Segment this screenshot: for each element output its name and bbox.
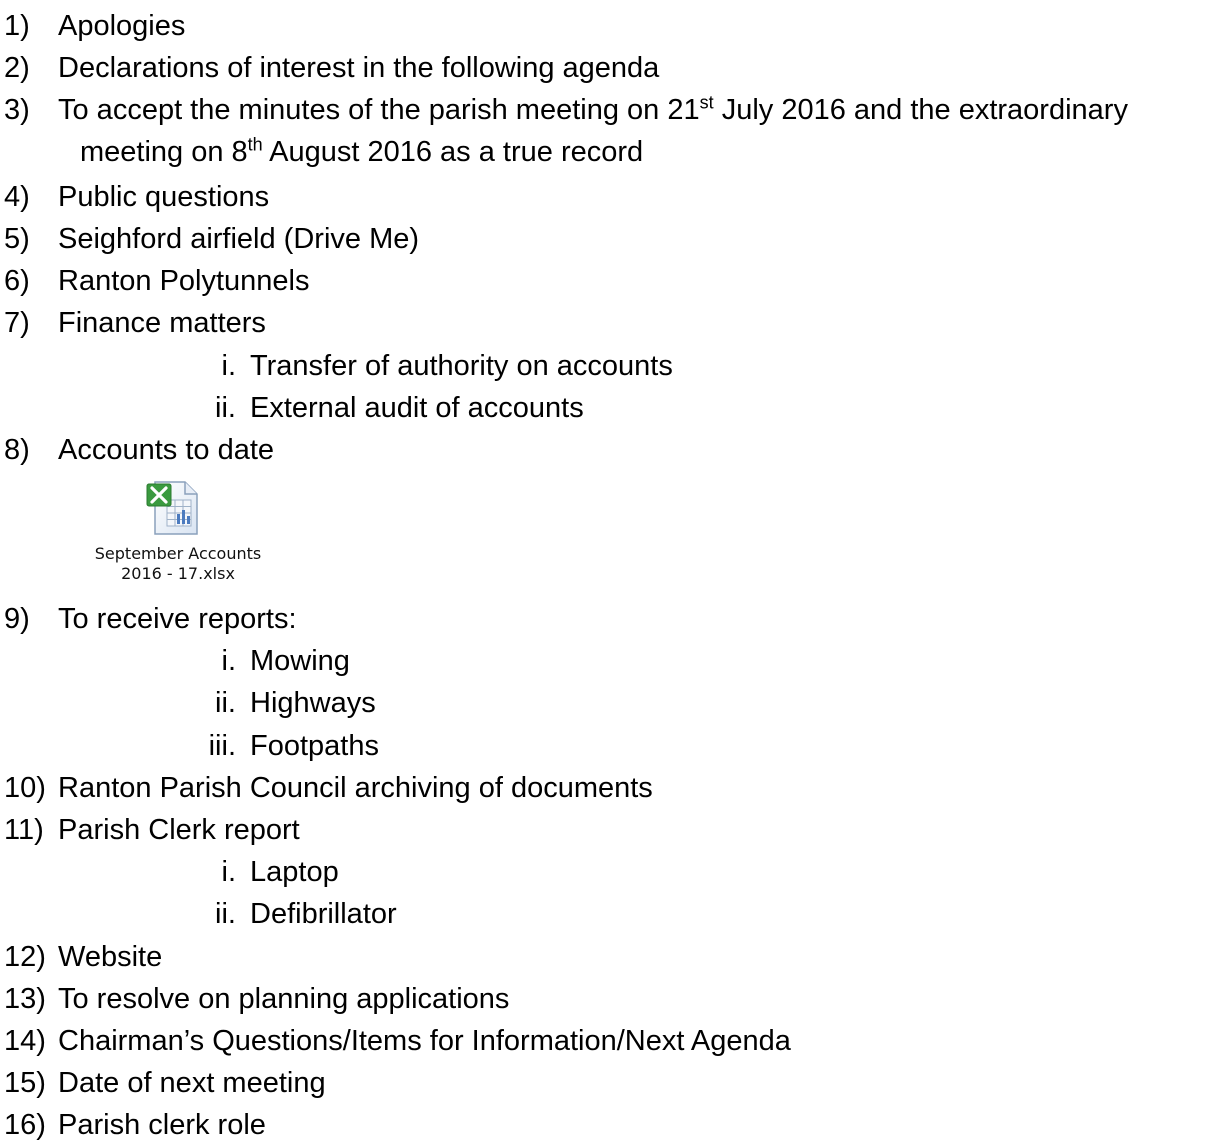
item-text: Finance matters (58, 307, 266, 339)
item-number: 10) (4, 772, 46, 804)
item-number: 2) (4, 52, 30, 84)
item-text: To receive reports: (58, 603, 297, 635)
item-number: 15) (4, 1067, 46, 1099)
subitem-number: ii. (215, 898, 236, 930)
item-text: Ranton Polytunnels (58, 265, 310, 297)
item-number: 11) (4, 814, 44, 846)
item-number: 7) (4, 307, 30, 339)
item-number: 6) (4, 265, 30, 297)
item-text: Parish clerk role (58, 1109, 266, 1141)
item-number: 3) (4, 94, 30, 126)
item-text (58, 93, 1128, 127)
subitem-text: External audit of accounts (250, 392, 584, 424)
subitem-number: ii. (215, 687, 236, 719)
item-text: Apologies (58, 10, 186, 42)
subitem-text: Laptop (250, 856, 339, 888)
item-number: 9) (4, 603, 30, 635)
item-number: 12) (4, 941, 46, 973)
subitem-number: i. (221, 645, 236, 677)
item-text: Chairman’s Questions/Items for Information/Next Agenda (58, 1025, 791, 1057)
item-text: Parish Clerk report (58, 814, 300, 846)
subitem-text: Defibrillator (250, 898, 397, 930)
item-text: Seighford airfield (Drive Me) (58, 223, 420, 255)
subitem-number: i. (221, 856, 236, 888)
subitem-number: iii. (208, 730, 236, 762)
subitem-text: Highways (250, 687, 376, 719)
item-text-part: August 2016 as a true record (262, 136, 644, 168)
item-text: Ranton Parish Council archiving of documents (58, 772, 653, 804)
attachment-filename: 2016 - 17.xlsx (121, 564, 235, 583)
subitem-text: Transfer of authority on accounts (250, 350, 673, 382)
item-number: 8) (4, 434, 30, 466)
item-number: 5) (4, 223, 30, 255)
attachment-filename: September Accounts (94, 544, 262, 563)
item-text: Website (58, 941, 163, 973)
subitem-text: Footpaths (250, 730, 379, 762)
item-text-part: To accept the minutes of the parish meeting on 21 (58, 94, 700, 126)
item-text: Public questions (58, 181, 270, 213)
ordinal-suffix: th (247, 134, 263, 155)
subitem-number: i. (221, 350, 236, 382)
item-number: 14) (4, 1025, 46, 1057)
item-text: Date of next meeting (58, 1067, 326, 1099)
embedded-file-attachment[interactable] (40, 476, 280, 592)
subitem-text: Mowing (250, 645, 350, 677)
subitem-number: ii. (215, 392, 236, 424)
item-text (80, 135, 643, 169)
item-number: 1) (4, 10, 30, 42)
item-text: Accounts to date (58, 434, 275, 466)
item-text-part: meeting on 8 (80, 136, 248, 168)
ordinal-suffix: st (699, 92, 714, 113)
item-number: 16) (4, 1109, 46, 1141)
item-text: To resolve on planning applications (58, 983, 510, 1015)
excel-file-icon (145, 478, 205, 538)
item-number: 4) (4, 181, 30, 213)
item-text: Declarations of interest in the following agenda (58, 52, 660, 84)
item-text-part: July 2016 and the extraordinary (713, 94, 1128, 126)
item-number: 13) (4, 983, 46, 1015)
